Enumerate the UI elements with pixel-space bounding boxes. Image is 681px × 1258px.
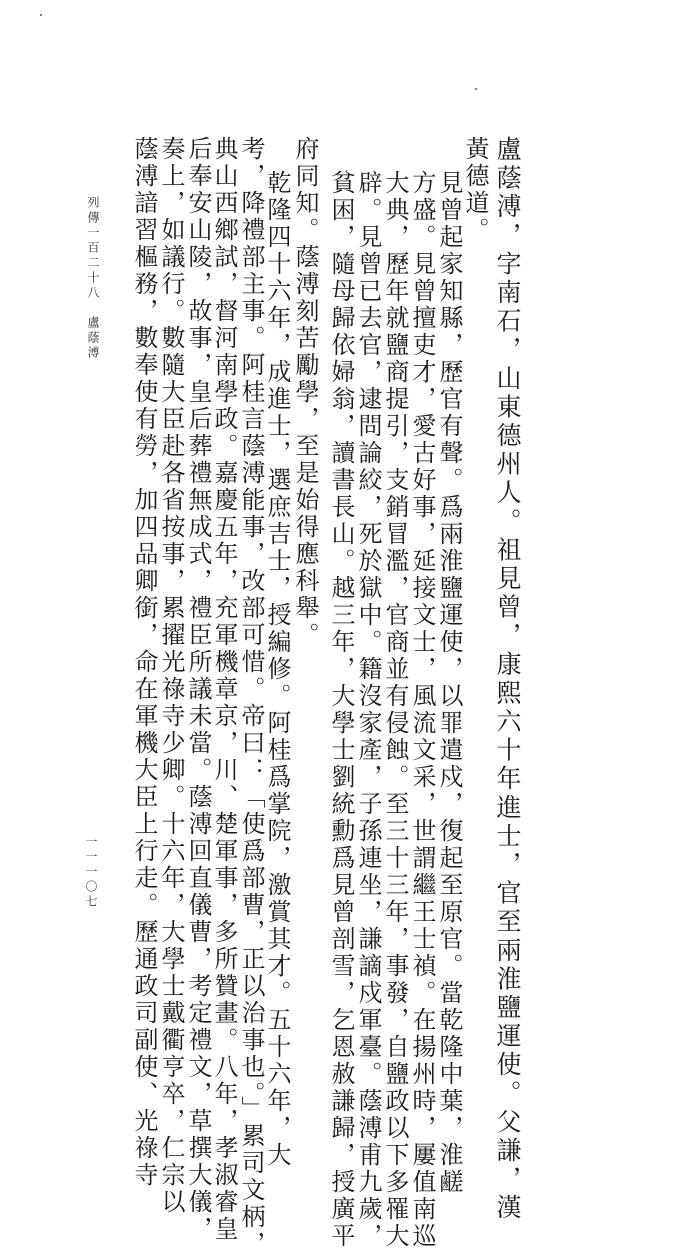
text-column-10: 考，降禮部主事。阿桂言蔭溥能事，改部可惜。帝曰：「使爲部曹，正以治事也。」累司文柄，	[237, 136, 265, 1258]
text-column-6: 辟。見曾已去官，逮問論絞，死於獄中。籍沒家產，子孫連坐，謙謫戍軍臺。蔭溥甫九歲，	[354, 170, 382, 1250]
page-number: 一一一〇七	[84, 835, 98, 910]
text-column-7: 貧困，隨母歸依婦翁，讀書長山。越三年，大學士劉統勳爲見曾剖雪，乞恩赦謙歸，授廣平	[327, 170, 355, 1250]
text-column-2: 黃德道。	[461, 136, 489, 244]
text-column-1: 盧蔭溥，字南石，山東德州人。祖見曾，康熙六十年進士，官至兩淮鹽運使。父謙，漢	[493, 136, 522, 1223]
text-column-8: 府同知。蔭溥刻苦勵學，至是始得應科舉。	[291, 136, 319, 649]
text-column-9: 乾隆四十六年，成進士，選庶吉士，授編修。阿桂爲掌院，激賞其才。五十六年，大	[263, 170, 291, 1169]
running-header: 列傳一百二十八 盧蔭溥	[86, 196, 100, 361]
text-column-13: 奏上，如議行。數隨大臣赴各省按事，累擢光祿寺少卿。十六年，大學士戴衢亨卒，仁宗以	[157, 136, 185, 1216]
text-column-12: 后奉安山陵，故事，皇后葬禮無成式，禮臣所議未當。蔭溥回直儀曹，考定禮文，草撰大儀，	[184, 136, 212, 1243]
text-column-11: 典山西鄉試，督河南學政。嘉慶五年，充軍機章京，川、楚軍事，多所贊畫。八年，孝淑睿皇	[210, 136, 238, 1243]
scan-speck	[40, 14, 42, 16]
scan-speck	[475, 88, 477, 90]
text-column-3: 見曾起家知縣，歷官有聲。爲兩淮鹽運使，以罪遣戍，復起至原官。當乾隆中葉，淮鹺	[435, 170, 463, 1196]
text-column-14: 蔭溥諳習樞務，數奉使有勞，加四品卿銜，命在軍機大臣上行走。歷通政司副使、光祿寺	[130, 136, 158, 1189]
text-column-4: 方盛。見曾擅吏才，愛古好事，延接文士，風流文采，世謂繼王士禎。在揚州時，屢值南巡	[408, 170, 436, 1250]
text-column-5: 大典，歷年就鹽商提引，支銷冒濫，官商並有侵蝕。至三十三年，事發，自鹽政以下多罹大	[381, 170, 409, 1250]
